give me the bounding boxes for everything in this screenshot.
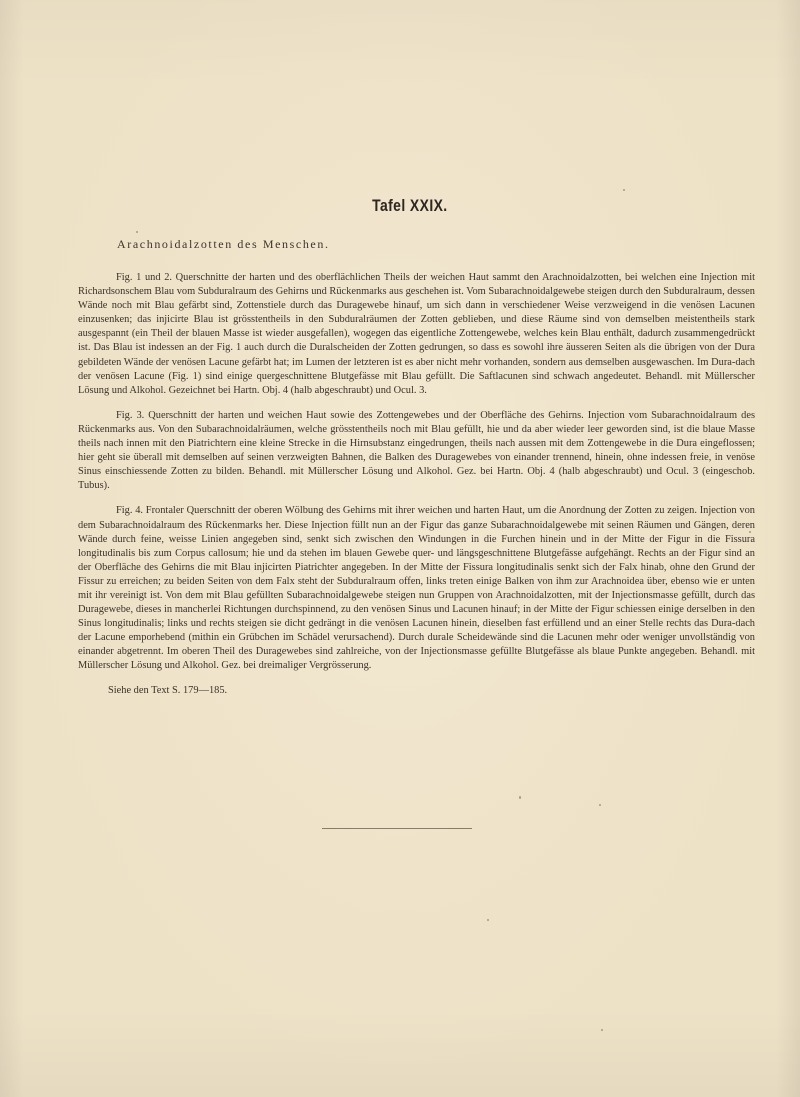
- paper-speck: [601, 1029, 603, 1031]
- section-heading: Arachnoidalzotten des Menschen.: [117, 237, 330, 251]
- text-reference: Siehe den Text S. 179—185.: [108, 684, 228, 696]
- paper-speck: [136, 231, 138, 233]
- paper-speck: [599, 804, 601, 806]
- paper-speck: [519, 796, 521, 799]
- paragraph-fig-1-2: Fig. 1 und 2. Querschnitte der harten und des oberflächlichen Theils der weichen Haut sammt den Arachnoidalzotten, bei welchen eine Injection mit Richardsonschem Blau vom Subduralraum des Gehirns und Rückenmarks aus geschehen ist. Vom Subarachnoidalgewebe steigen durch den Subduralraum, dessen Wände noch mit Blau gefärbt sind, Zottenstiele durch das Duragewebe hinauf, um sich dann in verschiedener Weise verzweigend in die venösen Lacunen einzusenken; das injicirte Blau ist grösstentheils in den Subduralräumen der Zotten geblieben, und diese Räume sind von demselben meistentheils stark ausgespannt (ein Theil der blauen Masse ist wieder ausgefallen), wogegen das eigentliche Zottengewebe, welches kein Blau enthält, dadurch zusammengedrückt ist. Das Blau ist indessen an der Fig. 1 auch durch die Duralscheiden der Zotten gedrungen, so dass es sowohl ihre äusseren Seiten als die übrigen von der Dura gebildeten Wände der venösen Lacune gefärbt hat; im Lumen der letzteren ist es aber nicht mehr vorhanden, sondern aus demselben ausgewaschen. Im Dura-dach der venösen Lacune (Fig. 1) sind einige quergeschnittene Blutgefässe mit Blau gefüllt. Die Saftlacunen sind schwach angedeutet. Behandl. mit Müllerscher Lösung und Alkohol. Gezeichnet bei Hartn. Obj. 4 (halb abgeschraubt) und Ocul. 3.: [78, 272, 755, 396]
- description-text: [78, 271, 755, 698]
- paper-speck: [623, 189, 625, 191]
- paper-speck: [749, 531, 751, 533]
- plate-title: Tafel XXIX.: [372, 196, 448, 215]
- paragraph-fig-4: Fig. 4. Frontaler Querschnitt der oberen Wölbung des Gehirns mit ihrer weichen und harten Haut, um die Anordnung der Zotten zu zeigen. Injection von dem Subarachnoidalraum des Rückenmarks her. Diese Injection füllt nun an der Figur das ganze Subarachnoidalgewebe mit seinen Räumen und Gängen, deren Wände durch feine, weisse Linien angegeben sind, senkt sich zwischen den Windungen in die Furchen hinein und in der Mitte der Figur in die Fissura longitudinalis bis zum Corpus callosum; hie und da stehen im blauen Gewebe quer- und längsgeschnittene Blutgefässe aufgehängt. Rechts an der Figur sind an der Oberfläche des Gehirns die mit Blau injicirten Piatrichter angegeben. In der Mitte der Fissura longitudinalis senkt sich der Falx hinab, ohne den Grund der Fissur zu erreichen; zu beiden Seiten von dem Falx steht der Subduralraum offen, links treten einige Balken von ihm zur Arachnoidea über, ebenso wie er unten mit ihr vereinigt ist. Von dem mit Blau gefüllten Subarachnoidalgewebe steigen nun Gruppen von Arachnoidalzotten, mit der Injectionsmasse gefüllt, durch das Duragewebe, dieses in mancherlei Richtungen durchspinnend, zu den venösen Sinus und Lacunen hinauf; in der Mitte der Figur schiessen einige derselben in den Sinus longitudinalis; links und rechts steigen sie dicht gedrängt in die venösen Lacunen hinein, dieselben fast erfüllend und an einer Stelle rechts das Dura-dach der Lacune emporhebend (mithin ein Grübchen im Schädel verursachend). Durch durale Scheidewände sind die Lacunen mehr oder weniger unvollständig von einander abgetrennt. Im oberen Theil des Duragewebes sind zahlreiche, von der Injectionsmasse gefüllte Blutgefässe als blaue Punkte angegeben. Behandl. mit Müllerscher Lösung und Alkohol. Gez. bei dreimaliger Vergrösserung.: [78, 505, 755, 672]
- divider-rule: [322, 828, 472, 829]
- paper-speck: [487, 919, 489, 921]
- paragraph-fig-3: Fig. 3. Querschnitt der harten und weichen Haut sowie des Zottengewebes und der Oberfläche des Gehirns. Injection vom Subarachnoidalraum des Rückenmarks aus. Von den Subarachnoidalräumen, welche grösstentheils noch mit Blau gefüllt, hie und da aber wieder leer geworden sind, ist die blaue Masse theils nach innen mit den Piatrichtern eine kleine Strecke in die Hirnsubstanz eingedrungen, theils nach aussen mit dem Zottengewebe in die Dura eingeflossen; hier geht sie überall mit demselben auf seinen verzweigten Bahnen, die Balken des Duragewebes von einander trennend, hinein, ohne indessen freie, in venöse Sinus einschiessende Zotten zu bilden. Behandl. mit Müllerscher Lösung und Alkohol. Gez. bei Hartn. Obj. 4 (halb abgeschraubt) und Ocul. 3 (eingeschob. Tubus).: [78, 409, 755, 492]
